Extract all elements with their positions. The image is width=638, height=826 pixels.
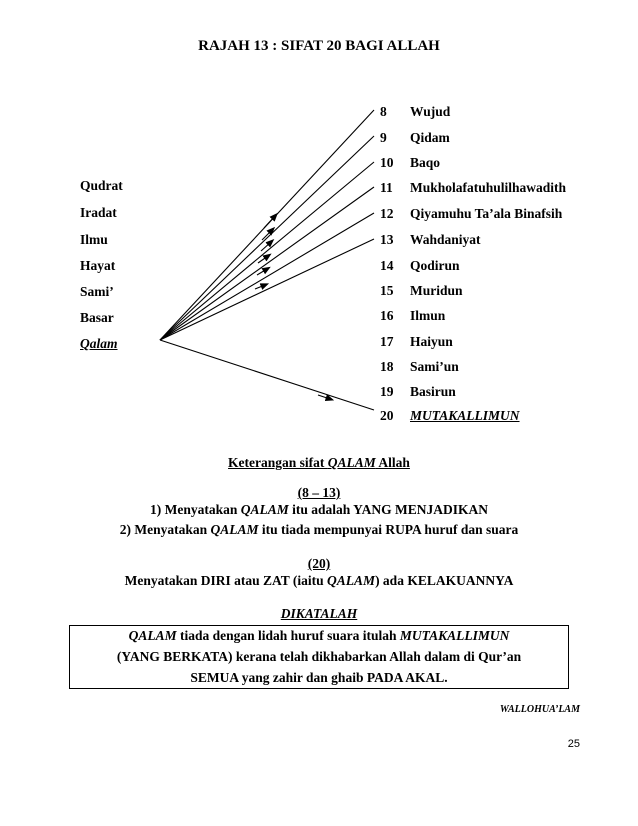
connector-line-11 [160, 187, 374, 340]
right-name-16: Ilmun [410, 308, 446, 323]
explanation-heading-qalam: QALAM [327, 455, 376, 470]
left-item-ilmu: Ilmu [80, 232, 108, 247]
right-num-15: 15 [380, 283, 394, 298]
right-name-20: MUTAKALLIMUN [410, 408, 520, 423]
connector-line-20 [160, 340, 374, 410]
right-name-9: Qidam [410, 130, 450, 145]
left-item-sami: Sami’ [80, 284, 114, 299]
line3-qalam: QALAM [327, 573, 376, 588]
arrow-20 [318, 395, 330, 399]
right-name-11: Mukholafatuhulilhawadith [410, 180, 567, 195]
dikatalah-qalam: QALAM [128, 628, 177, 643]
right-name-19: Basirun [410, 384, 456, 399]
right-name-8: Wujud [410, 104, 451, 119]
right-num-10: 10 [380, 155, 394, 170]
dikatalah-line1-mid: tiada dengan lidah huruf suara itulah [176, 628, 400, 643]
dikatalah-heading: DIKATALAH [280, 606, 358, 621]
arrow-8 [264, 216, 275, 228]
dikatalah-box [69, 625, 569, 689]
right-num-14: 14 [380, 258, 394, 273]
line3-post: ) ada KELAKUANNYA [375, 573, 514, 588]
explanation-heading-post: Allah [375, 455, 410, 470]
connector-line-9 [160, 136, 374, 340]
range-label-8-13: (8 – 13) [297, 485, 341, 500]
explanation-line-2 [0, 522, 638, 538]
left-item-hayat: Hayat [80, 258, 116, 273]
right-num-9: 9 [380, 130, 387, 145]
right-name-17: Haiyun [410, 334, 453, 349]
range-label-20: (20) [307, 556, 331, 571]
line1-pre: 1) Menyatakan [149, 502, 241, 517]
explanation-heading-pre: Keterangan sifat [228, 455, 328, 470]
left-item-iradat: Iradat [80, 205, 117, 220]
dikatalah-line-3: SEMUA yang zahir dan ghaib PADA AKAL. [190, 670, 448, 685]
dikatalah-mutakallimun: MUTAKALLIMUN [399, 628, 510, 643]
line1-qalam: QALAM [240, 502, 289, 517]
right-num-11: 11 [380, 180, 393, 195]
arrow-10 [261, 242, 271, 251]
right-name-13: Wahdaniyat [410, 232, 481, 247]
line2-qalam: QALAM [210, 522, 259, 537]
right-name-18: Sami’un [410, 359, 459, 374]
arrow-13 [255, 285, 265, 289]
right-num-18: 18 [380, 359, 394, 374]
line2-pre: 2) Menyatakan [119, 522, 211, 537]
connector-line-13 [160, 239, 374, 340]
wallohualam-text: WALLOHUA’LAM [499, 704, 580, 715]
right-name-12: Qiyamuhu Ta’ala Binafsih [410, 206, 563, 221]
explanation-line-3 [0, 573, 638, 589]
explanation-line-1 [0, 502, 638, 518]
right-name-10: Baqo [410, 155, 441, 170]
right-num-12: 12 [380, 206, 394, 221]
connector-line-10 [160, 162, 374, 340]
right-num-8: 8 [380, 104, 387, 119]
page-number: 25 [567, 738, 580, 750]
line2-post: itu tiada mempunyai RUPA huruf dan suara [258, 522, 519, 537]
left-item-qudrat: Qudrat [80, 178, 123, 193]
line1-post: itu adalah YANG MENJADIKAN [288, 502, 489, 517]
page-title: RAJAH 13 : SIFAT 20 BAGI ALLAH [198, 38, 440, 54]
explanation-heading [0, 455, 638, 471]
right-num-13: 13 [380, 232, 394, 247]
right-num-16: 16 [380, 308, 394, 323]
right-name-15: Muridun [410, 283, 463, 298]
right-name-14: Qodirun [410, 258, 460, 273]
dikatalah-line-2: (YANG BERKATA) kerana telah dikhabarkan Allah dalam di Qur’an [116, 649, 522, 664]
left-item-basar: Basar [80, 310, 114, 325]
left-item-qalam: Qalam [80, 336, 118, 351]
right-num-19: 19 [380, 384, 394, 399]
line3-pre: Menyatakan DIRI atau ZAT (iaitu [124, 573, 328, 588]
right-num-17: 17 [380, 334, 394, 349]
connector-line-12 [160, 213, 374, 340]
right-num-20: 20 [380, 408, 394, 423]
dikatalah-line-1 [70, 628, 568, 644]
